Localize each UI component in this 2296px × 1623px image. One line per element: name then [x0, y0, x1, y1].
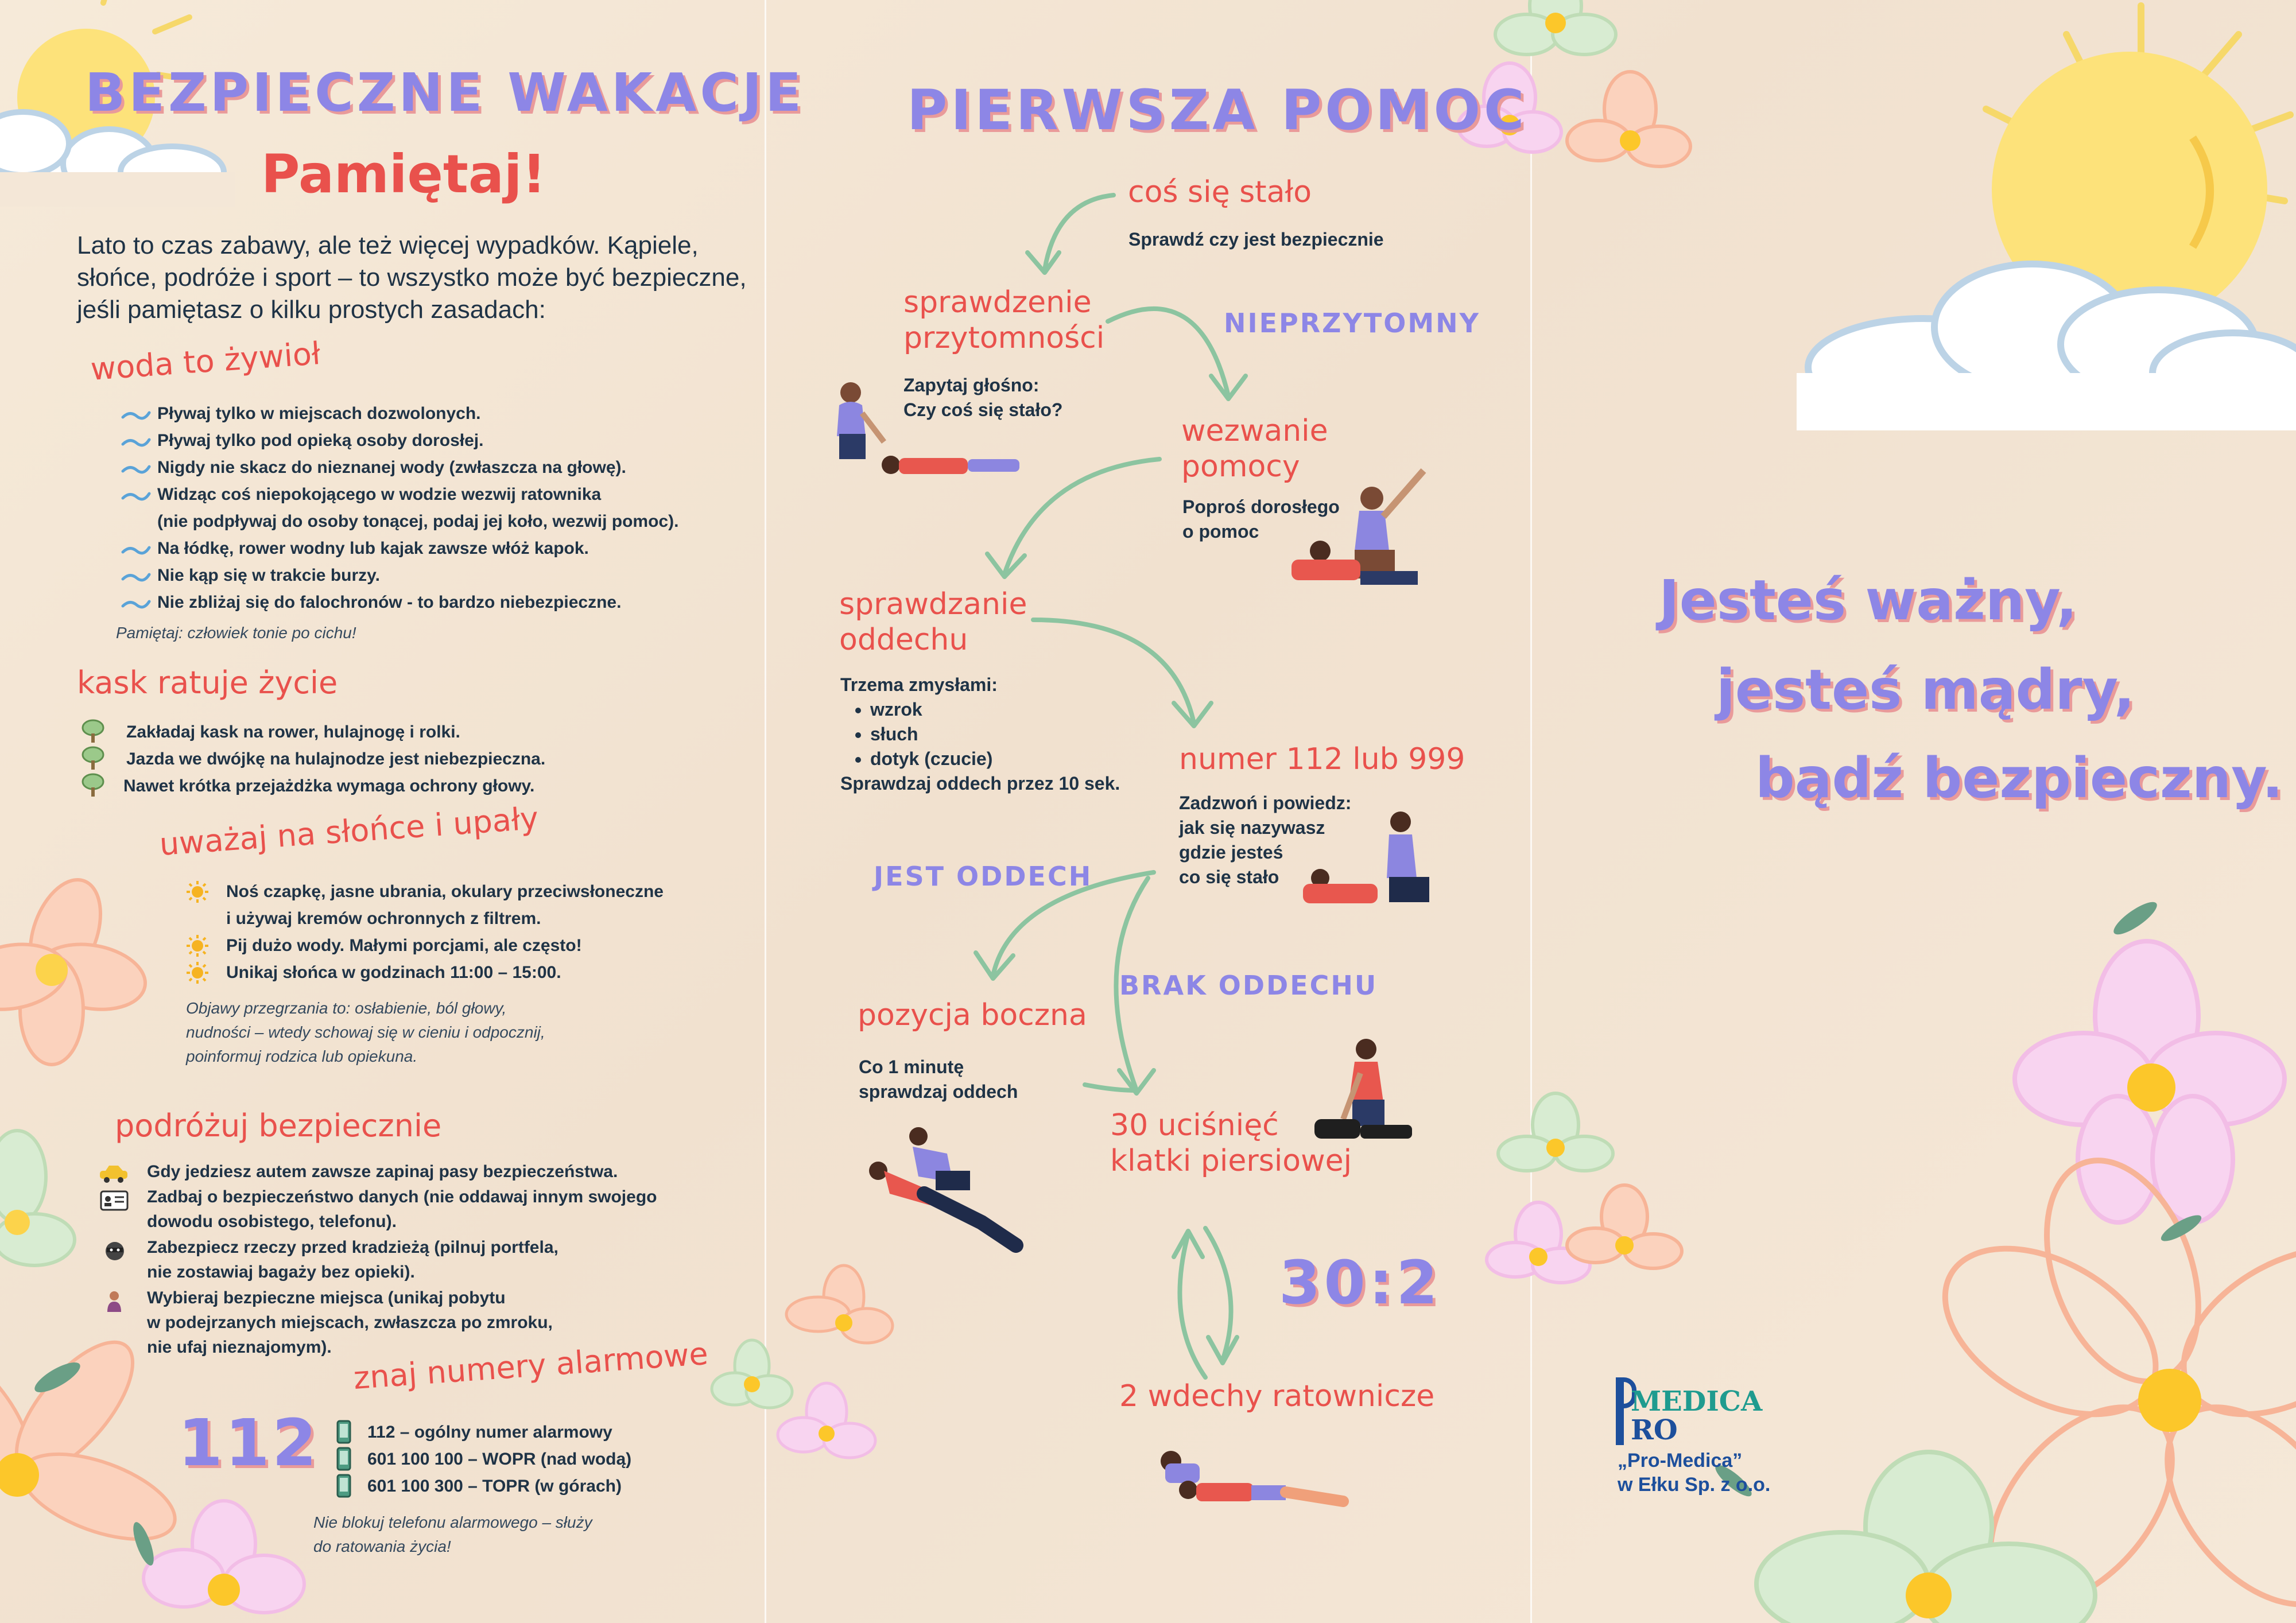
wave-icon: [121, 593, 150, 612]
breathing-senses-list: [840, 697, 1120, 771]
step-heading-line: wezwanie: [1181, 414, 1328, 448]
alarm-number-text: 601 100 300 – TOPR (w górach): [367, 1477, 622, 1496]
alarm-heading: znaj numery alarmowe: [352, 1335, 709, 1396]
sun-note-line: nudności – wtedy schowaj się w cieniu i odpocznij,: [186, 1023, 545, 1041]
travel-rule: [147, 1286, 553, 1360]
step-something-happened-heading: coś się stało: [1128, 175, 1312, 209]
step-text-line: Co 1 minutę: [859, 1057, 964, 1077]
phone-icon: [336, 1447, 351, 1471]
wave-icon: [121, 539, 150, 558]
tree-icon: [80, 719, 106, 744]
helmet-rule: [69, 746, 700, 772]
sun-heading: uważaj na słońce i upały: [158, 799, 540, 863]
sun-rule-text: i używaj kremów ochronnych z filtrem.: [226, 909, 541, 928]
illustration-rescue-breaths: [1154, 1446, 1360, 1515]
wave-icon: [121, 432, 150, 450]
travel-rule-text: nie ufaj nieznajomym).: [147, 1338, 332, 1357]
water-rule: [109, 562, 752, 589]
helmet-heading: kask ratuje życie: [77, 665, 338, 701]
step-text-line: Sprawdzaj oddech przez 10 sek.: [840, 773, 1120, 794]
company-name-line: „Pro-Medica”: [1618, 1450, 1743, 1471]
helmet-rule-text: Zakładaj kask na rower, hulajnogę i rolki.: [126, 723, 460, 741]
tree-icon: [80, 746, 106, 771]
slogan-line-1: Jesteś ważny,: [1659, 568, 2077, 632]
sun-rule: [178, 878, 752, 932]
label-no-breathing: BRAK ODDECHU: [1119, 970, 1378, 1001]
travel-rule-text: Wybieraj bezpieczne miejsca (unikaj pobytu: [147, 1288, 506, 1307]
illustration-check-consciousness: [827, 379, 1033, 488]
step-text-line: jak się nazywasz: [1179, 817, 1325, 838]
step-recovery-position-heading: pozycja boczna: [858, 998, 1087, 1032]
phone-icon: [336, 1420, 351, 1444]
helmet-rule-text: Jazda we dwójkę na hulajnodze jest niebezpieczna.: [126, 750, 546, 768]
sun-icon: [186, 961, 209, 984]
illustration-recovery-position: [867, 1125, 1027, 1268]
step-text-line: Poproś dorosłego: [1182, 496, 1340, 517]
travel-rule-text: Zadbaj o bezpieczeństwo danych (nie oddawaj innym swojego: [147, 1187, 657, 1206]
travel-rule: [147, 1159, 618, 1184]
alarm-note: [313, 1511, 592, 1559]
alarm-note-line: Nie blokuj telefonu alarmowego – służy: [313, 1513, 592, 1531]
car-icon: [98, 1164, 130, 1183]
decor-sun-cloud-right: [1791, 0, 2296, 448]
travel-rule-text: Zabezpiecz rzeczy przed kradzieżą (pilnuj portfela,: [147, 1238, 559, 1257]
decor-flowers-right-bottom: [1515, 907, 2296, 1623]
water-rule-text: (nie podpływaj do osoby tonącej, podaj jej koło, wezwij pomoc).: [157, 512, 679, 531]
label-breathing: JEST ODDECH: [874, 861, 1093, 892]
water-rule: [109, 589, 752, 616]
travel-heading: podróżuj bezpiecznie: [115, 1108, 442, 1144]
helmet-rule: [69, 772, 700, 799]
sense-item: • wzrok: [870, 697, 1120, 722]
step-text-line: sprawdzaj oddech: [859, 1081, 1018, 1102]
step-text-line: Trzema zmysłami:: [840, 674, 998, 695]
left-title: BEZPIECZNE WAKACJE: [85, 62, 805, 123]
step-heading-line: klatki piersiowej: [1110, 1144, 1352, 1178]
alarm-number: [321, 1446, 758, 1473]
water-rule-text: Pływaj tylko pod opieką osoby dorosłej.: [157, 431, 484, 450]
step-emergency-number-heading: numer 112 lub 999: [1179, 742, 1465, 776]
sun-icon: [186, 880, 209, 903]
sense-item: • słuch: [870, 722, 1120, 747]
intro-line: słońce, podróże i sport – to wszystko może być bezpieczne,: [77, 263, 747, 292]
water-rule-text: Pływaj tylko w miejscach dozwolonych.: [157, 404, 481, 423]
water-rule-text: Na łódkę, rower wodny lub kajak zawsze włóż kapok.: [157, 539, 589, 558]
travel-rule: [147, 1235, 559, 1284]
travel-rule-text: dowodu osobistego, telefonu).: [147, 1212, 397, 1231]
helmet-rule-text: Nawet krótka przejażdżka wymaga ochrony głowy.: [123, 776, 535, 795]
water-rule: [109, 454, 752, 481]
alarm-number-text: 112 – ogólny numer alarmowy: [367, 1423, 612, 1442]
wave-icon: [121, 459, 150, 477]
thief-icon: [104, 1241, 125, 1261]
sun-rule-text: Noś czapkę, jasne ubrania, okulary przeciwsłoneczne: [226, 882, 664, 901]
alarm-big-number: 112: [178, 1406, 319, 1481]
step-text-line: Zadzwoń i powiedz:: [1179, 793, 1352, 813]
tree-icon: [80, 772, 106, 798]
sun-rule: [178, 959, 752, 986]
company-name: [1618, 1449, 1770, 1497]
step-heading-line: przytomności: [903, 321, 1105, 355]
water-note: Pamiętaj: człowiek tonie po cichu!: [116, 624, 356, 642]
step-check-breathing-heading: [839, 587, 1027, 658]
phone-icon: [336, 1474, 351, 1498]
ratio-label: 30:2: [1279, 1248, 1441, 1318]
step-heading-line: sprawdzenie: [903, 285, 1092, 320]
sun-rule-text: Pij dużo wody. Małymi porcjami, ale często!: [226, 936, 582, 955]
step-heading-line: sprawdzanie: [839, 587, 1027, 622]
label-unconscious: NIEPRZYTOMNY: [1224, 308, 1480, 339]
slogan-line-3: bądź bezpieczny.: [1755, 746, 2283, 810]
sun-rule-text: Unikaj słońca w godzinach 11:00 – 15:00.: [226, 963, 561, 982]
slogan-line-2: jesteś mądry,: [1716, 658, 2135, 722]
water-heading: woda to żywioł: [89, 335, 322, 387]
alarm-note-line: do ratowania życia!: [313, 1537, 451, 1555]
illustration-call-help: [1280, 453, 1464, 603]
helmet-rules-list: [69, 719, 700, 799]
water-rule-text: Nie zbliżaj się do falochronów - to bardzo niebezpieczne.: [157, 593, 622, 612]
logo-medica-text: MEDICA: [1631, 1385, 1763, 1418]
step-check-breathing-text: [840, 673, 1120, 796]
travel-rule-text: w podejrzanych miejscach, zwłaszcza po zmroku,: [147, 1313, 553, 1332]
wave-icon: [121, 405, 150, 423]
sun-icon: [186, 934, 209, 957]
intro-text: [77, 230, 747, 326]
travel-rule: [147, 1185, 657, 1234]
water-rule-text: Nigdy nie skacz do nieznanej wody (zwłaszcza na głowę).: [157, 458, 626, 477]
sun-note-line: Objawy przegrzania to: osłabienie, ból głowy,: [186, 999, 507, 1017]
wave-icon: [121, 566, 150, 585]
alarm-number-text: 601 100 100 – WOPR (nad wodą): [367, 1450, 632, 1469]
alarm-number: [321, 1473, 758, 1500]
sun-rules-list: [178, 878, 752, 986]
alarm-numbers-list: [321, 1419, 758, 1500]
water-rule: [109, 481, 752, 535]
water-rule: [109, 535, 752, 562]
step-check-consciousness-heading: [903, 285, 1104, 356]
travel-rule-text: nie zostawiaj bagaży bez opieki).: [147, 1263, 415, 1282]
water-rule: [109, 400, 752, 427]
id-card-icon: [100, 1190, 129, 1211]
logo-ro-text: RO: [1631, 1414, 1678, 1446]
alarm-number: [321, 1419, 758, 1446]
logo-bar: [1616, 1377, 1624, 1445]
illustration-compressions: [1303, 1033, 1418, 1154]
step-text-line: o pomoc: [1182, 521, 1259, 542]
step-text-line: gdzie jesteś: [1179, 842, 1283, 863]
step-text-line: co się stało: [1179, 867, 1279, 887]
middle-title: PIERWSZA POMOC: [907, 78, 1528, 142]
travel-rule-text: Gdy jedziesz autem zawsze zapinaj pasy bezpieczeństwa.: [147, 1162, 618, 1181]
sun-note: [186, 996, 545, 1069]
step-something-happened-text: Sprawdź czy jest bezpiecznie: [1128, 229, 1384, 250]
water-rule-text: Widząc coś niepokojącego w wodzie wezwij ratownika: [157, 485, 602, 504]
illustration-phone-call: [1292, 803, 1464, 918]
step-recovery-position-text: [859, 1055, 1018, 1104]
left-subtitle: Pamiętaj!: [261, 143, 546, 205]
step-rescue-breaths-heading: 2 wdechy ratownicze: [1119, 1379, 1435, 1414]
sun-rule: [178, 932, 752, 959]
step-text-line: Czy coś się stało?: [903, 399, 1063, 420]
promedica-logo: [1616, 1377, 1765, 1446]
step-heading-line: 30 uciśnięć: [1110, 1108, 1279, 1143]
person-icon: [106, 1290, 123, 1313]
step-heading-line: pomocy: [1181, 449, 1300, 484]
helmet-rule: [69, 719, 700, 746]
company-name-line: w Ełku Sp. z o.o.: [1618, 1474, 1771, 1496]
sense-item: • dotyk (czucie): [870, 747, 1120, 771]
step-text-line: Zapytaj głośno:: [903, 375, 1040, 395]
intro-line: jeśli pamiętasz o kilku prostych zasadach:: [77, 296, 546, 324]
step-heading-line: oddechu: [839, 623, 968, 657]
intro-line: Lato to czas zabawy, ale też więcej wypadków. Kąpiele,: [77, 231, 699, 259]
water-rules-list: [109, 400, 752, 616]
sun-note-line: poinformuj rodzica lub opiekuna.: [186, 1047, 418, 1065]
water-rule-text: Nie kąp się w trakcie burzy.: [157, 566, 380, 585]
wave-icon: [121, 486, 150, 504]
water-rule: [109, 427, 752, 454]
